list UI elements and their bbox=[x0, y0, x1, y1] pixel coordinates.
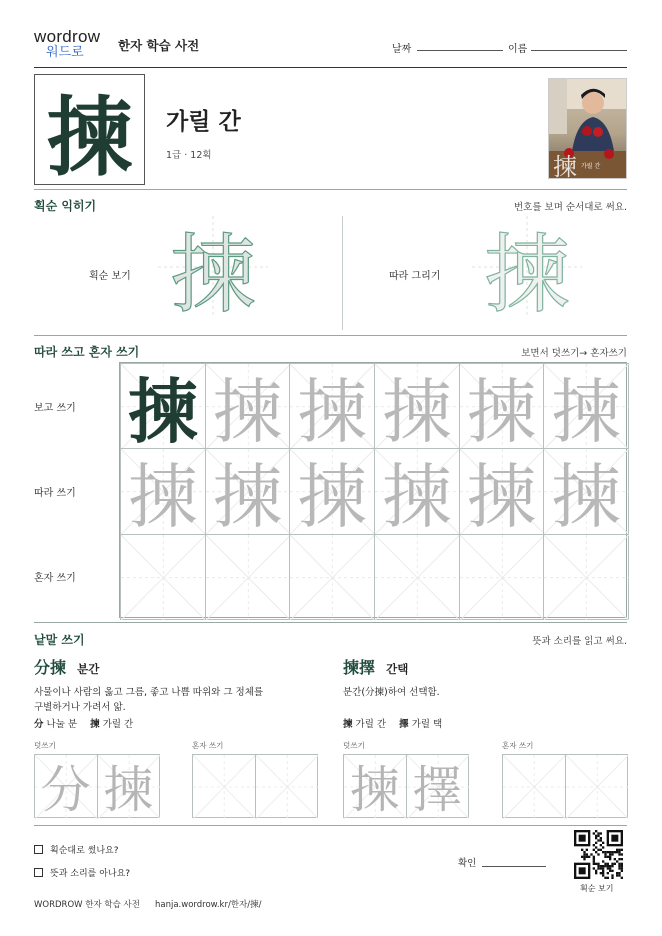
practice-cell[interactable] bbox=[120, 448, 206, 538]
stroke-section-note: 번호를 보며 순서대로 써요. bbox=[513, 202, 627, 213]
word1-solo-label: 혼자 쓰기 bbox=[192, 741, 224, 750]
hero-char-box bbox=[34, 74, 145, 188]
word1-parts bbox=[34, 716, 133, 730]
word1-part1-char: 分 bbox=[34, 719, 44, 730]
row-label-solo: 혼자 쓰기 bbox=[34, 573, 76, 584]
stroke-trace-figure[interactable] bbox=[472, 216, 582, 325]
practice-grid[interactable] bbox=[119, 362, 627, 618]
trace-char: 揀 bbox=[381, 456, 452, 538]
words-section-note: 뜻과 소리를 읽고 써요. bbox=[532, 636, 627, 647]
practice-cell[interactable] bbox=[543, 534, 629, 620]
words-section-title: 낱말 쓰기 bbox=[34, 633, 85, 647]
trace-char: 揀 bbox=[466, 456, 537, 538]
hero-meaning: 가릴 간 bbox=[166, 109, 241, 135]
hero-char: 揀 bbox=[46, 86, 133, 188]
checkbox-meaning[interactable] bbox=[34, 868, 43, 877]
practice-cell[interactable] bbox=[205, 448, 291, 538]
word1-heading bbox=[34, 655, 99, 678]
hero-meta: 1급 · 12획 bbox=[166, 150, 212, 161]
word-trace-char: 分 bbox=[40, 761, 91, 819]
footer-url[interactable]: hanja.wordrow.kr/한자/揀/ bbox=[155, 900, 262, 910]
word2-trace-box[interactable] bbox=[343, 754, 468, 818]
words-divider bbox=[34, 825, 627, 826]
word-trace-cell[interactable] bbox=[97, 754, 161, 818]
trace-char: 揀 bbox=[212, 370, 283, 453]
stroke-trace-label: 따라 그리기 bbox=[389, 271, 441, 282]
trace-char: 揀 bbox=[466, 370, 537, 453]
practice-cell[interactable] bbox=[543, 363, 629, 453]
word2-solo-box[interactable] bbox=[502, 754, 627, 818]
row-label-view: 보고 쓰기 bbox=[34, 403, 76, 414]
word2-hanja: 揀擇 bbox=[343, 658, 376, 677]
word1-def-line2: 구별하거나 가려서 앎. bbox=[34, 702, 126, 713]
practice-divider bbox=[34, 622, 627, 623]
check-item-meaning[interactable] bbox=[34, 866, 130, 879]
word1-solo-box[interactable] bbox=[192, 754, 317, 818]
word-solo-cell[interactable] bbox=[192, 754, 256, 818]
word1-part2-char: 揀 bbox=[90, 719, 100, 730]
trace-char: 揀 bbox=[127, 456, 198, 538]
practice-cell[interactable] bbox=[120, 363, 206, 453]
thumb-text: 가릴 간 bbox=[581, 163, 601, 170]
word-solo-cell[interactable] bbox=[255, 754, 319, 818]
practice-cell[interactable] bbox=[459, 363, 545, 453]
hero-thumbnail bbox=[548, 78, 627, 179]
word1-part2-meaning: 가릴 간 bbox=[102, 719, 134, 730]
practice-cell[interactable] bbox=[543, 448, 629, 538]
word-trace-cell[interactable] bbox=[34, 754, 98, 818]
qr-label: 획순 보기 bbox=[580, 884, 614, 893]
trace-char: 揀 bbox=[551, 370, 622, 453]
word2-part1-char: 揀 bbox=[343, 719, 353, 730]
name-field[interactable] bbox=[531, 50, 627, 51]
name-label: 이름 bbox=[508, 44, 528, 55]
check-meaning-label: 뜻과 소리를 아나요? bbox=[50, 869, 131, 879]
word-trace-char: 擇 bbox=[412, 761, 463, 819]
logo-korean: 워드로 bbox=[46, 45, 84, 60]
practice-cell[interactable] bbox=[374, 448, 460, 538]
word2-def-line1: 분간(分揀)하여 선택함. bbox=[343, 687, 440, 698]
stroke-section-title: 획순 익히기 bbox=[34, 199, 97, 213]
confirm-field[interactable] bbox=[482, 866, 546, 867]
checkbox-stroke[interactable] bbox=[34, 845, 43, 854]
trace-char: 揀 bbox=[297, 370, 368, 453]
practice-cell[interactable] bbox=[374, 363, 460, 453]
practice-cell[interactable] bbox=[289, 534, 375, 620]
word2-trace-label: 덧쓰기 bbox=[343, 741, 365, 750]
practice-cell[interactable] bbox=[374, 534, 460, 620]
date-field[interactable] bbox=[417, 50, 503, 51]
word2-part2-char: 擇 bbox=[399, 719, 409, 730]
word2-parts bbox=[343, 716, 442, 730]
practice-cell[interactable] bbox=[289, 363, 375, 453]
word2-solo-label: 혼자 쓰기 bbox=[502, 741, 534, 750]
word2-part2-meaning: 가릴 택 bbox=[411, 719, 443, 730]
word2-heading bbox=[343, 655, 408, 678]
word-solo-cell[interactable] bbox=[502, 754, 566, 818]
word-trace-char: 揀 bbox=[103, 761, 154, 819]
row-label-trace: 따라 쓰기 bbox=[34, 488, 76, 499]
logo-wordrow: wordrow bbox=[34, 27, 101, 46]
word1-trace-box[interactable] bbox=[34, 754, 159, 818]
practice-cell[interactable] bbox=[205, 363, 291, 453]
practice-cell[interactable] bbox=[459, 448, 545, 538]
qr-code[interactable] bbox=[574, 830, 623, 879]
trace-char: 揀 bbox=[551, 456, 622, 538]
word-trace-char: 揀 bbox=[349, 761, 400, 819]
practice-cell[interactable] bbox=[289, 448, 375, 538]
word2-reading: 간택 bbox=[386, 662, 409, 676]
word1-hanja: 分揀 bbox=[34, 658, 67, 677]
trace-char: 揀 bbox=[212, 456, 283, 538]
practice-section-title: 따라 쓰고 혼자 쓰기 bbox=[34, 345, 140, 359]
word-trace-cell[interactable] bbox=[343, 754, 407, 818]
practice-section-note: 보면서 덧쓰기→ 혼자쓰기 bbox=[521, 348, 627, 359]
word2-part1-meaning: 가릴 간 bbox=[355, 719, 387, 730]
practice-cell[interactable] bbox=[459, 534, 545, 620]
date-label: 날짜 bbox=[392, 44, 412, 55]
practice-cell[interactable] bbox=[120, 534, 206, 620]
word-trace-cell[interactable] bbox=[406, 754, 470, 818]
stroke-view-label: 획순 보기 bbox=[89, 271, 131, 282]
check-stroke-label: 획순대로 썼나요? bbox=[50, 846, 119, 856]
stroke-view-figure[interactable] bbox=[158, 216, 268, 325]
word1-trace-label: 덧쓰기 bbox=[34, 741, 56, 750]
check-item-stroke[interactable] bbox=[34, 843, 119, 856]
hero-divider bbox=[34, 189, 627, 190]
word1-reading: 분간 bbox=[77, 662, 100, 676]
stroke-view-char: 揀 bbox=[170, 225, 256, 325]
word1-part1-meaning: 나눌 분 bbox=[46, 719, 78, 730]
stroke-divider bbox=[34, 335, 627, 336]
stroke-divider-vertical bbox=[342, 216, 343, 330]
trace-char: 揀 bbox=[297, 456, 368, 538]
trace-char: 揀 bbox=[381, 370, 452, 453]
footer-brand: WORDROW 한자 학습 사전 bbox=[34, 900, 140, 910]
word1-def-line1: 사물이나 사람의 옳고 그름, 좋고 나쁨 따위와 그 정체를 bbox=[34, 687, 264, 698]
practice-cell[interactable] bbox=[205, 534, 291, 620]
logo[interactable] bbox=[34, 28, 114, 64]
confirm-label: 확인 bbox=[458, 858, 477, 869]
word-solo-cell[interactable] bbox=[565, 754, 629, 818]
stroke-trace-char: 揀 bbox=[484, 225, 570, 325]
site-title: 한자 학습 사전 bbox=[118, 38, 200, 53]
model-char: 揀 bbox=[127, 369, 198, 453]
thumb-char: 揀 bbox=[553, 153, 577, 179]
